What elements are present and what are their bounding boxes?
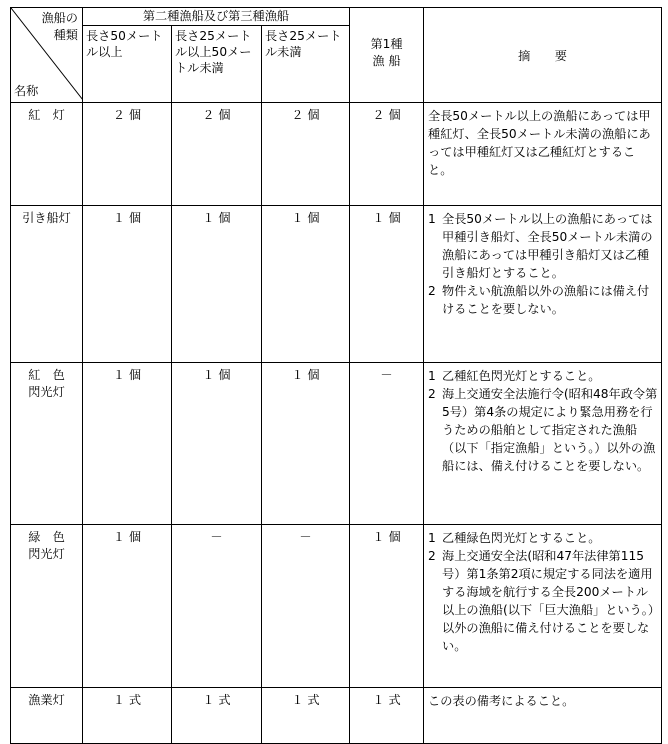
quantity-cell: １ 個 (262, 363, 350, 525)
class1-label-line1: 第1種 (370, 37, 403, 51)
quantity-cell: ２ 個 (350, 103, 424, 206)
light-name: 紅 灯 (28, 108, 65, 122)
quantity-cell: １ 個 (83, 206, 172, 363)
summary-item (428, 529, 658, 547)
corner-label-line2: 種類 (53, 28, 78, 42)
quantity-cell: １ 個 (350, 206, 424, 363)
summary-item (428, 367, 658, 385)
table-row (11, 363, 662, 525)
quantity-cell: １ 個 (83, 525, 172, 688)
header-corner-cell (11, 8, 83, 103)
light-name-cell (11, 688, 83, 744)
summary-item (428, 210, 658, 282)
item-number: 1 (428, 212, 436, 226)
subheader-under-25m: 長さ25メートル未満 (262, 26, 350, 103)
subheader-25-to-50m: 長さ25メートル以上50メートル未満 (172, 26, 262, 103)
summary-cell (424, 206, 662, 363)
group-header-class2-class3: 第二種漁船及び第三種漁船 (83, 8, 350, 26)
quantity-cell: ２ 個 (262, 103, 350, 206)
quantity-cell: － (172, 525, 262, 688)
light-name-cell (11, 363, 83, 525)
corner-name-label: 名称 (14, 84, 39, 98)
summary-item (428, 282, 658, 318)
item-number: 1 (428, 369, 436, 383)
item-text: 乙種紅色閃光灯とすること。 (442, 369, 601, 383)
header-summary: 摘 要 (424, 8, 662, 103)
item-number: 2 (428, 387, 436, 401)
fishing-vessel-lights-table (10, 7, 662, 744)
subheader-50m-plus: 長さ50メートル以上 (83, 26, 172, 103)
header-class1-vessel (350, 8, 424, 103)
class1-label-line2: 漁 船 (372, 54, 401, 68)
light-name-line2: 閃光灯 (28, 547, 65, 561)
quantity-cell: １ 式 (172, 688, 262, 744)
item-text: 全長50メートル以上の漁船にあっては甲種引き船灯、全長50メートル未満の漁船にあっては甲種引き船灯又は乙種引き船灯とすること。 (442, 212, 653, 280)
table-row (11, 688, 662, 744)
quantity-cell: － (350, 363, 424, 525)
item-number: 1 (428, 531, 436, 545)
light-name-line2: 閃光灯 (28, 385, 65, 399)
light-name-cell (11, 525, 83, 688)
item-number: 2 (428, 284, 436, 298)
table-row (11, 206, 662, 363)
quantity-cell: １ 式 (262, 688, 350, 744)
quantity-cell: １ 個 (83, 363, 172, 525)
table-row (11, 103, 662, 206)
item-text: 海上交通安全法(昭和47年法律第115号）第1条第2項に規定する同法を適用する海域を航行する全長200メートル以上の漁船(以下「巨大漁船」という。）以外の漁船に備え付けることを要しない。 (442, 549, 654, 653)
corner-label-line1: 漁船の (41, 11, 78, 25)
table-row (11, 525, 662, 688)
item-text: 乙種緑色閃光灯とすること。 (442, 531, 601, 545)
quantity-cell: １ 個 (262, 206, 350, 363)
item-number: 2 (428, 549, 436, 563)
summary-cell (424, 525, 662, 688)
summary-item (428, 385, 658, 475)
summary-cell: この表の備考によること。 (424, 688, 662, 744)
quantity-cell: ２ 個 (83, 103, 172, 206)
light-name: 漁業灯 (28, 693, 65, 707)
header-row-1 (11, 8, 662, 26)
quantity-cell: １ 式 (83, 688, 172, 744)
light-name-cell (11, 206, 83, 363)
light-name-line1: 緑 色 (28, 530, 65, 544)
light-name-cell (11, 103, 83, 206)
quantity-cell: １ 個 (172, 363, 262, 525)
summary-item (428, 547, 658, 655)
corner-vessel-type-label (41, 10, 78, 44)
item-text: 物件えい航漁船以外の漁船には備え付けることを要しない。 (442, 284, 650, 316)
quantity-cell: １ 個 (350, 525, 424, 688)
light-name-line1: 紅 色 (28, 368, 65, 382)
equipment-table-container (10, 7, 662, 744)
summary-cell (424, 363, 662, 525)
quantity-cell: － (262, 525, 350, 688)
summary-cell: 全長50メートル以上の漁船にあっては甲種紅灯、全長50メートル未満の漁船にあっては甲種紅灯又は乙種紅灯とすること。 (424, 103, 662, 206)
item-text: 海上交通安全法施行令(昭和48年政令第5号）第4条の規定により緊急用務を行うための船舶として指定された漁船（以下「指定漁船」という。）以外の漁船には、備え付けることを要しない。 (442, 387, 658, 473)
light-name: 引き船灯 (22, 211, 71, 225)
quantity-cell: １ 式 (350, 688, 424, 744)
quantity-cell: １ 個 (172, 206, 262, 363)
quantity-cell: ２ 個 (172, 103, 262, 206)
